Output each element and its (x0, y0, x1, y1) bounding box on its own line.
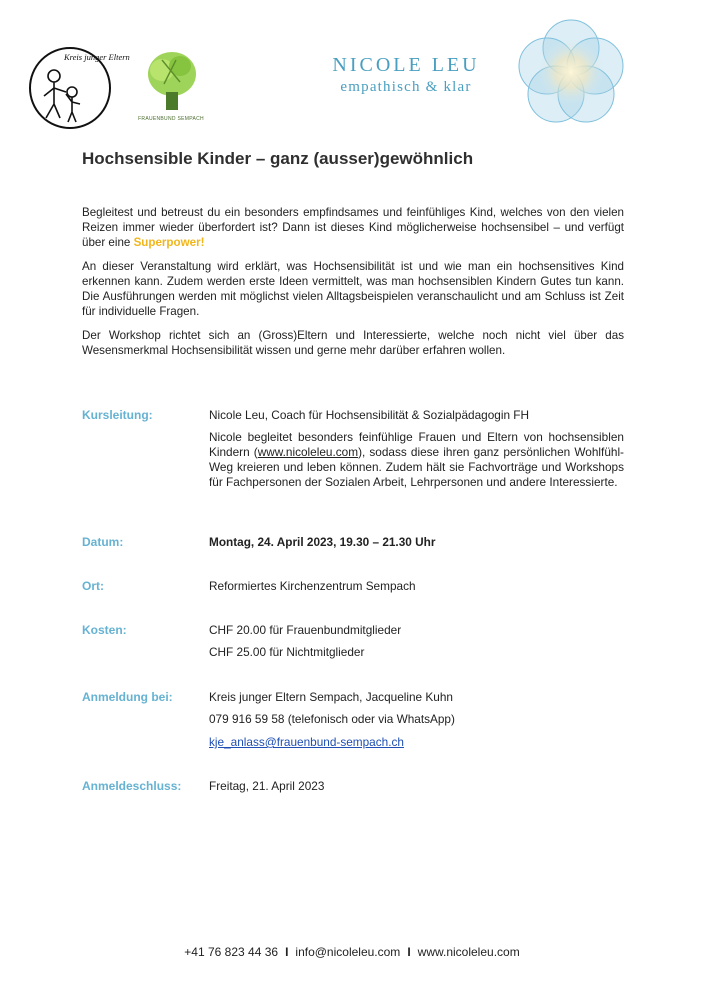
ort-value: Reformiertes Kirchenzentrum Sempach (209, 579, 416, 593)
anmeldeschluss-label: Anmeldeschluss: (82, 779, 182, 793)
anmeldung-contact: Kreis junger Eltern Sempach, Jacqueline Kuhn (209, 690, 453, 704)
kje-logo-text: Kreis junger Eltern (64, 52, 130, 62)
superpower-highlight: Superpower! (133, 236, 205, 249)
intro-text (82, 205, 624, 367)
frauenbund-logo-text: FRAUENBUND SEMPACH (138, 116, 204, 122)
footer-separator: I (285, 945, 289, 959)
brand-name: NICOLE LEU (332, 54, 480, 76)
footer-email[interactable]: info@nicoleleu.com (295, 945, 401, 959)
anmeldung-label: Anmeldung bei: (82, 690, 173, 704)
anmeldung-email-link[interactable]: kje_anlass@frauenbund-sempach.ch (209, 735, 404, 749)
anmeldeschluss-value: Freitag, 21. April 2023 (209, 779, 325, 793)
brand-wordmark (300, 54, 512, 96)
kursleitung-desc-part1: Nicole begleitet besonders feinfühlige Frauen und Eltern von hochsensiblen Kindern ( (209, 430, 624, 459)
kursleitung-label: Kursleitung: (82, 408, 153, 422)
footer-phone: +41 76 823 44 36 (184, 945, 279, 959)
intro-paragraph-2: An dieser Veranstaltung wird erklärt, was Hochsensibilität ist und wie man ein hochsensitives Kind erkennen kann. Zudem werden erste Ideen vermittelt, was man hochsensiblen Kindern Gutes tun kann. Die Ausführungen werden mit möglichst vielen Alltagsbeispielen veranschaulicht und am Schluss ist Zeit für individuelle Fragen. (82, 260, 624, 318)
kursleitung-desc-part2: ), sodass diese ihren ganz persönlichen Wohlfühl-Weg kreieren und leben können. Zudem hält sie Fachvorträge und Workshops für Fachpersonen der Sozialen Arbeit, Lehrpersonen und andere Interessierte. (209, 445, 624, 489)
intro-paragraph-1 (82, 205, 624, 250)
datum-label: Datum: (82, 535, 124, 549)
kreis-junger-eltern-logo (24, 42, 130, 134)
footer-separator: I (407, 945, 411, 959)
footer-contact (0, 945, 704, 959)
kosten-label: Kosten: (82, 623, 127, 637)
kursleitung-name: Nicole Leu, Coach für Hochsensibilität & Sozialpädagogin FH (209, 408, 530, 422)
ort-label: Ort: (82, 579, 104, 593)
kursleitung-description (209, 430, 624, 490)
anmeldung-phone: 079 916 59 58 (telefonisch oder via WhatsApp) (209, 712, 455, 726)
footer-website[interactable]: www.nicoleleu.com (417, 945, 520, 959)
anmeldung-email-row (209, 735, 624, 750)
kosten-member: CHF 20.00 für Frauenbundmitglieder (209, 623, 402, 637)
datum-value: Montag, 24. April 2023, 19.30 – 21.30 Uhr (209, 535, 436, 549)
kosten-nonmember: CHF 25.00 für Nichtmitglieder (209, 645, 365, 659)
intro-paragraph-3: Der Workshop richtet sich an (Gross)Eltern und Interessierte, welche noch nicht viel über das Wesensmerkmal Hochsensibilität wissen und gerne mehr darüber erfahren wollen. (82, 329, 624, 357)
frauenbund-sempach-logo (132, 46, 210, 126)
nicoleleu-website-link[interactable]: www.nicoleleu.com (257, 445, 359, 459)
flower-of-life-logo (512, 14, 630, 130)
page-title: Hochsensible Kinder – ganz (ausser)gewöhnlich (82, 149, 474, 168)
brand-tagline: empathisch & klar (340, 79, 472, 95)
intro-p1-text: Begleitest und betreust du ein besonders empfindsames und feinfühliges Kind, welches von den vielen Reizen immer wieder überfordert ist? Dann ist dieses Kind möglicherweise hochsensibel – und verfügt über eine (82, 206, 624, 249)
